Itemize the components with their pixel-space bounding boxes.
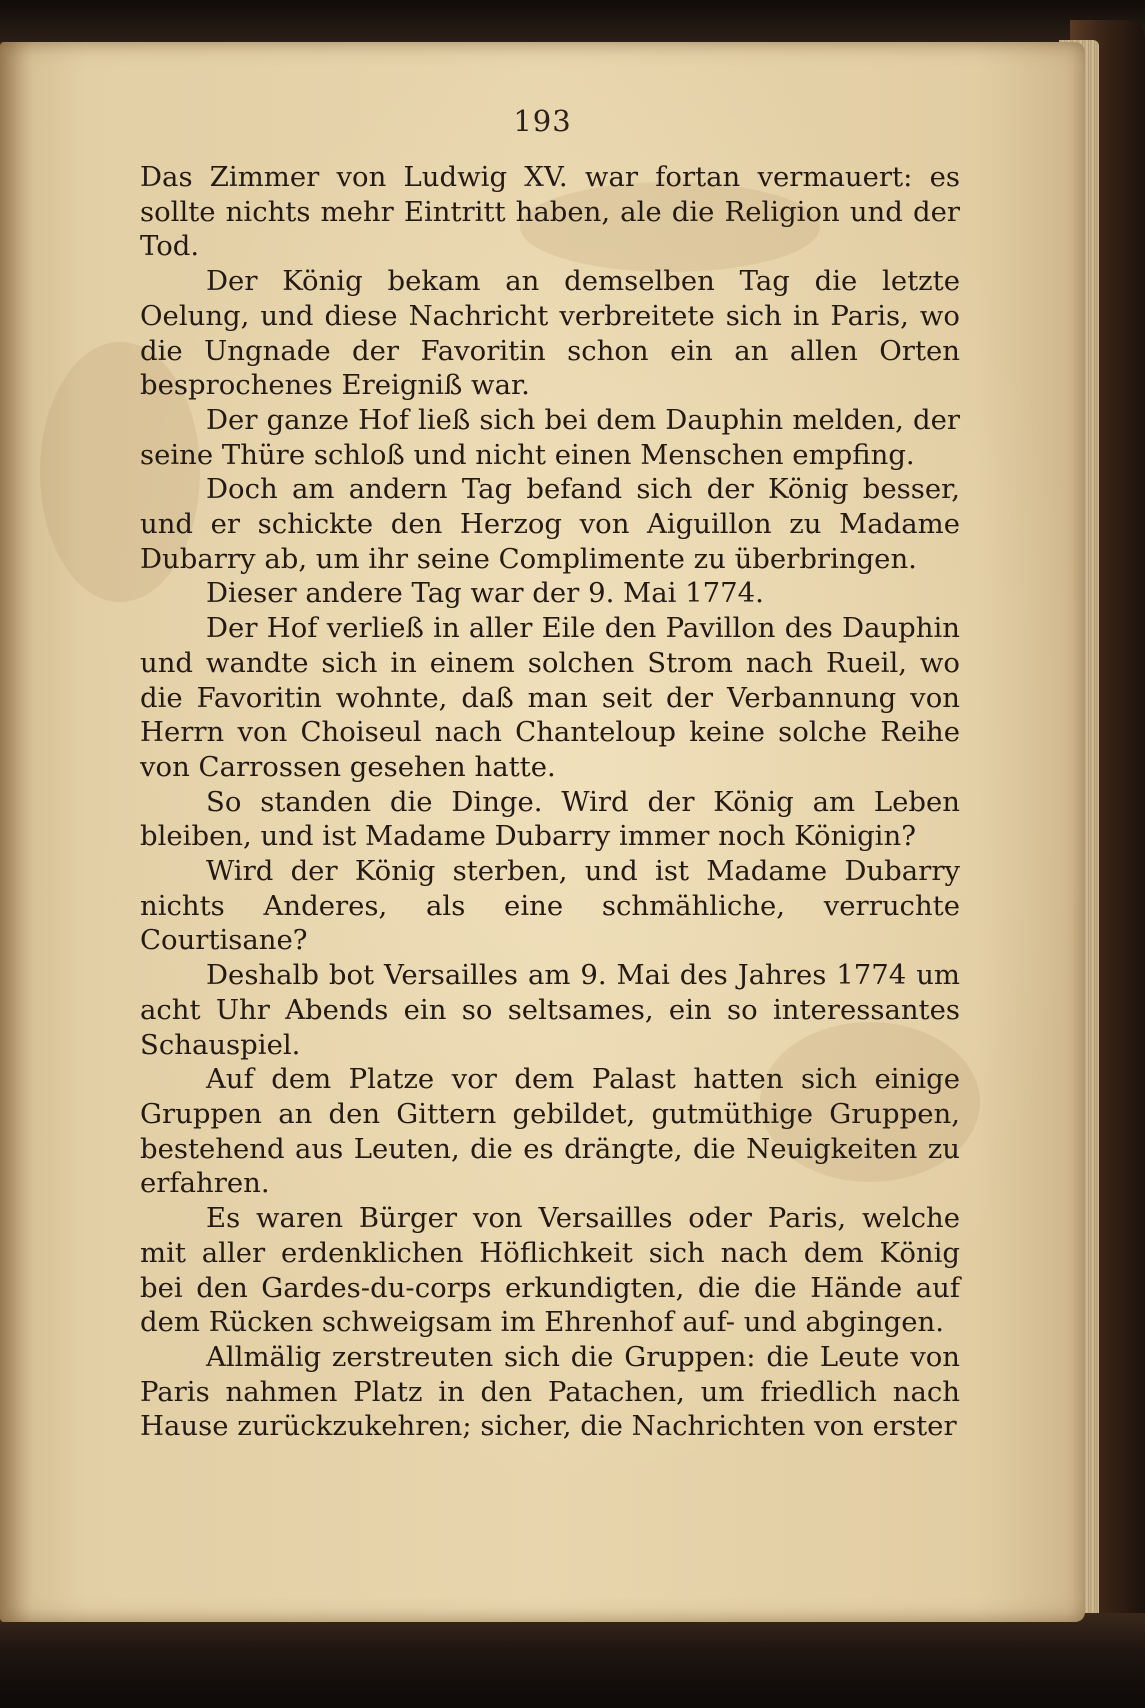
book-page <box>0 42 1085 1622</box>
book-cover-bottom-edge <box>0 1613 1145 1708</box>
paragraph: Der ganze Hof ließ sich bei dem Dauphin melden, der seine Thüre schloß und nicht einen Menschen empfing. <box>140 403 960 471</box>
paragraph: Es waren Bürger von Versailles oder Paris, welche mit aller erdenklichen Höflichkeit sich nach dem König bei den Gardes-du-corps erkundigten, die die Hände auf dem Rücken schweigsam im Ehrenhof auf- und abgingen. <box>140 1202 960 1339</box>
paragraph: Der König bekam an demselben Tag die letzte Oelung, und diese Nachricht verbreitete sich in Paris, wo die Ungnade der Favoritin schon ein an allen Orten besprochenes Ereigniß war. <box>140 265 960 402</box>
paragraph: Dieser andere Tag war der 9. Mai 1774. <box>206 577 764 610</box>
paragraph: Allmälig zerstreuten sich die Gruppen: die Leute von Paris nahmen Platz in den Patachen, um friedlich nach Hause zurückzukehren; sicher, die Nachrichten von erster <box>140 1340 960 1443</box>
page-body-text <box>140 160 960 1444</box>
paragraph: Doch am andern Tag befand sich der König besser, und er schickte den Herzog von Aiguillon zu Madame Dubarry ab, um ihr seine Complimente zu überbringen. <box>140 473 960 575</box>
paragraph: So standen die Dinge. Wird der König am Leben bleiben, und ist Madame Dubarry immer noch Königin? <box>140 785 960 853</box>
page-number: 193 <box>513 104 572 138</box>
paragraph: Deshalb bot Versailles am 9. Mai des Jahres 1774 um acht Uhr Abends ein so seltsames, ein so interessantes Schauspiel. <box>140 959 960 1061</box>
paragraph: Der Hof verließ in aller Eile den Pavillon des Dauphin und wandte sich in einem solchen Strom nach Rueil, wo die Favoritin wohnte, daß man seit der Verbannung von Herrn von Choiseul nach Chanteloup keine solche Reihe von Carrossen gesehen hatte. <box>140 612 960 783</box>
paragraph: Das Zimmer von Ludwig XV. war fortan vermauert: es sollte nichts mehr Eintritt haben, ale die Religion und der Tod. <box>140 161 960 263</box>
paragraph: Auf dem Platze vor dem Palast hatten sich einige Gruppen an den Gittern gebildet, gutmüthige Gruppen, bestehend aus Leuten, die es drängte, die Neuigkeiten zu erfahren. <box>140 1063 960 1200</box>
paragraph: Wird der König sterben, und ist Madame Dubarry nichts Anderes, als eine schmähliche, verruchte Courtisane? <box>140 855 960 957</box>
